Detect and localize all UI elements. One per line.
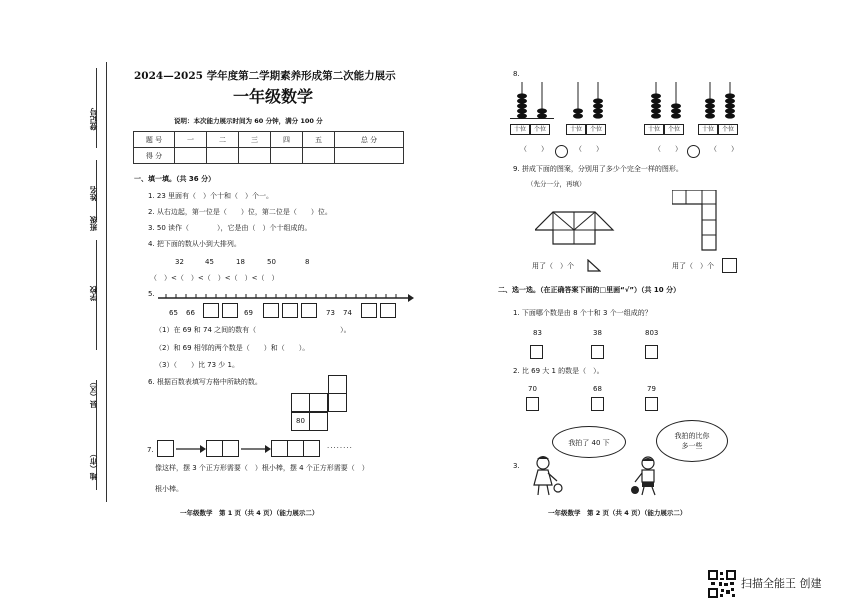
score-cell[interactable] bbox=[335, 148, 404, 164]
question-3: 3. 50 读作（ ），它是由（ ）个十组成的。 bbox=[148, 224, 312, 232]
q5-number: 73 bbox=[326, 309, 335, 317]
grid-cell-given: 80 bbox=[291, 412, 310, 431]
q5-label: 5. bbox=[148, 290, 155, 298]
choice-question-2: 2. 比 69 大 1 的数是（ ）。 bbox=[513, 367, 604, 375]
label-class: 班级 bbox=[89, 216, 98, 231]
q5-answer-box[interactable] bbox=[380, 303, 396, 318]
c2-checkbox[interactable] bbox=[591, 397, 604, 411]
score-table-score-row bbox=[134, 148, 404, 164]
q7-text-line-1: 像这样，摆 3 个正方形需要（ ）根小棒，摆 4 个正方形需要（ ） bbox=[155, 464, 369, 472]
footer-page-1: 一年级数学 第 1 页（共 4 页）（能力展示二） bbox=[180, 509, 319, 517]
question-4: 4. 把下面的数从小到大排列。 bbox=[148, 240, 241, 248]
q9-used-2: 用了（ ）个 bbox=[672, 262, 714, 270]
q4-number: 18 bbox=[236, 258, 245, 266]
question-2: 2. 从右边起，第一位是（ ）位，第二位是（ ）位。 bbox=[148, 208, 332, 216]
q8-compare-blank[interactable]: （ ） bbox=[654, 145, 682, 153]
score-header-cell: 一 bbox=[175, 132, 207, 148]
section1-heading: 一、填一填。（共 36 分） bbox=[134, 175, 216, 183]
bubble-text: 我拍了 40 下 bbox=[568, 439, 610, 447]
label-county: 县（区） bbox=[89, 378, 98, 408]
c2-option: 70 bbox=[528, 385, 537, 393]
question-6: 6. 根据百数表填写方格中所缺的数。 bbox=[148, 378, 262, 386]
abacus-label-ones: 个位 bbox=[664, 124, 684, 135]
q5-number: 66 bbox=[186, 309, 195, 317]
label-register-number: 登记号 bbox=[89, 108, 98, 131]
boy-figure bbox=[630, 455, 664, 497]
section2-heading: 二、选一选。（在正确答案下面的□里画“√”）（共 10 分） bbox=[498, 286, 681, 294]
footer-page-2: 一年级数学 第 2 页（共 4 页）（能力展示二） bbox=[548, 509, 687, 517]
question-1: 1. 23 里面有（ ）个十和（ ）个一。 bbox=[148, 192, 274, 200]
q7-text-line-2: 根小棒。 bbox=[155, 485, 183, 493]
c1-checkbox[interactable] bbox=[591, 345, 604, 359]
label-name: 姓名 bbox=[89, 186, 98, 201]
exam-title: 2024—2025 学年度第二学期素养形成第二次能力展示 bbox=[134, 70, 396, 82]
bubble-text: 我拍的比你 bbox=[674, 432, 710, 440]
choice-question-1: 1. 下面哪个数是由 8 个十和 3 个一组成的？ bbox=[513, 309, 652, 317]
girl-figure bbox=[525, 455, 565, 497]
score-cell[interactable] bbox=[175, 148, 207, 164]
q5-answer-box[interactable] bbox=[263, 303, 279, 318]
watermark-text: 扫描全能王 创建 bbox=[741, 577, 822, 590]
score-table-header-row bbox=[134, 132, 404, 148]
abacus-label-tens: 十位 bbox=[566, 124, 586, 135]
matchstick-square bbox=[287, 440, 304, 457]
exam-note: 说明：本次能力展示时间为 60 分钟，满分 100 分 bbox=[174, 117, 323, 125]
score-cell[interactable] bbox=[239, 148, 271, 164]
c1-option: 83 bbox=[533, 329, 542, 337]
speech-bubble-right bbox=[656, 420, 728, 462]
grid-cell[interactable] bbox=[328, 375, 347, 394]
speech-bubble-left bbox=[552, 426, 626, 458]
subject-title: 一年级数学 bbox=[233, 87, 314, 106]
c2-checkbox[interactable] bbox=[526, 397, 539, 411]
q7-continuation: ········ bbox=[327, 444, 353, 452]
abacus-label-tens: 十位 bbox=[644, 124, 664, 135]
c2-checkbox[interactable] bbox=[645, 397, 658, 411]
c1-option: 38 bbox=[593, 329, 602, 337]
score-header-cell: 总 分 bbox=[335, 132, 404, 148]
score-header-cell: 五 bbox=[303, 132, 335, 148]
square-icon bbox=[722, 258, 737, 273]
seven-pattern-figure bbox=[672, 190, 718, 252]
label-school: 学校 bbox=[89, 286, 98, 301]
compare-circle[interactable] bbox=[555, 145, 568, 158]
q5-answer-box[interactable] bbox=[361, 303, 377, 318]
abacus-beads bbox=[510, 82, 554, 119]
grid-cell[interactable] bbox=[291, 393, 310, 412]
q4-number: 8 bbox=[305, 258, 310, 266]
matchstick-square bbox=[206, 440, 223, 457]
q4-number: 50 bbox=[267, 258, 276, 266]
score-cell[interactable] bbox=[303, 148, 335, 164]
q5-answer-box[interactable] bbox=[222, 303, 238, 318]
question-9: 9. 拼成下面的图案，分别用了多少个完全一样的图形。 bbox=[513, 165, 683, 173]
c2-option: 79 bbox=[647, 385, 656, 393]
q9-used-1: 用了（ ）个 bbox=[532, 262, 574, 270]
q8-label: 8. bbox=[513, 70, 520, 78]
q5-number: 65 bbox=[169, 309, 178, 317]
bubble-text: 多一些 bbox=[681, 442, 703, 450]
score-header-cell: 题 号 bbox=[134, 132, 175, 148]
q5-sub-1: （1）在 69 和 74 之间的数有（ ）。 bbox=[155, 326, 351, 334]
q5-sub-3: （3）（ ）比 73 少 1。 bbox=[155, 361, 239, 369]
abacus-label-ones: 个位 bbox=[530, 124, 550, 135]
q4-order-blanks: （ ）<（ ）<（ ）<（ ）<（ ） bbox=[150, 274, 279, 282]
score-cell[interactable] bbox=[271, 148, 303, 164]
score-header-cell: 三 bbox=[239, 132, 271, 148]
q7-label: 7. bbox=[147, 446, 154, 454]
q8-compare-blank[interactable]: （ ） bbox=[575, 145, 603, 153]
score-cell[interactable] bbox=[207, 148, 239, 164]
choice-question-3-label: 3. bbox=[513, 462, 520, 470]
abacus-beads bbox=[644, 82, 688, 119]
triangle-icon bbox=[587, 259, 601, 272]
c1-checkbox[interactable] bbox=[530, 345, 543, 359]
q9-note: （先分一分，再填） bbox=[527, 180, 586, 188]
matchstick-square bbox=[303, 440, 320, 457]
abacus-label-tens: 十位 bbox=[510, 124, 530, 135]
grid-cell[interactable] bbox=[309, 393, 328, 412]
score-header-cell: 二 bbox=[207, 132, 239, 148]
score-header-cell: 四 bbox=[271, 132, 303, 148]
matchstick-square bbox=[157, 440, 174, 457]
q8-compare-blank[interactable]: （ ） bbox=[520, 145, 548, 153]
matchstick-square bbox=[271, 440, 288, 457]
score-table bbox=[133, 131, 404, 164]
matchstick-square bbox=[222, 440, 239, 457]
q5-number: 69 bbox=[244, 309, 253, 317]
arrow-icon bbox=[241, 444, 271, 454]
q8-compare-blank[interactable]: （ ） bbox=[710, 145, 738, 153]
c1-checkbox[interactable] bbox=[645, 345, 658, 359]
q5-answer-box[interactable] bbox=[301, 303, 317, 318]
qr-code-icon bbox=[708, 570, 736, 598]
label-city: 地（市） bbox=[89, 450, 98, 480]
abacus-label-ones: 个位 bbox=[586, 124, 606, 135]
score-row-label: 得 分 bbox=[134, 148, 175, 164]
shirt-pattern-figure bbox=[535, 210, 615, 246]
binding-line bbox=[106, 62, 107, 502]
grid-cell[interactable] bbox=[309, 412, 328, 431]
c2-option: 68 bbox=[593, 385, 602, 393]
q5-answer-box[interactable] bbox=[203, 303, 219, 318]
abacus-label-tens: 十位 bbox=[698, 124, 718, 135]
grid-cell[interactable] bbox=[328, 393, 347, 412]
arrow-icon bbox=[176, 444, 206, 454]
q4-number: 32 bbox=[175, 258, 184, 266]
c1-option: 803 bbox=[645, 329, 659, 337]
q4-number: 45 bbox=[205, 258, 214, 266]
q5-answer-box[interactable] bbox=[282, 303, 298, 318]
abacus-label-ones: 个位 bbox=[718, 124, 738, 135]
compare-circle[interactable] bbox=[687, 145, 700, 158]
q5-sub-2: （2）和 69 相邻的两个数是（ ）和（ ）。 bbox=[155, 344, 310, 352]
abacus-beads bbox=[698, 82, 742, 119]
abacus-beads bbox=[566, 82, 610, 119]
q5-number: 74 bbox=[343, 309, 352, 317]
